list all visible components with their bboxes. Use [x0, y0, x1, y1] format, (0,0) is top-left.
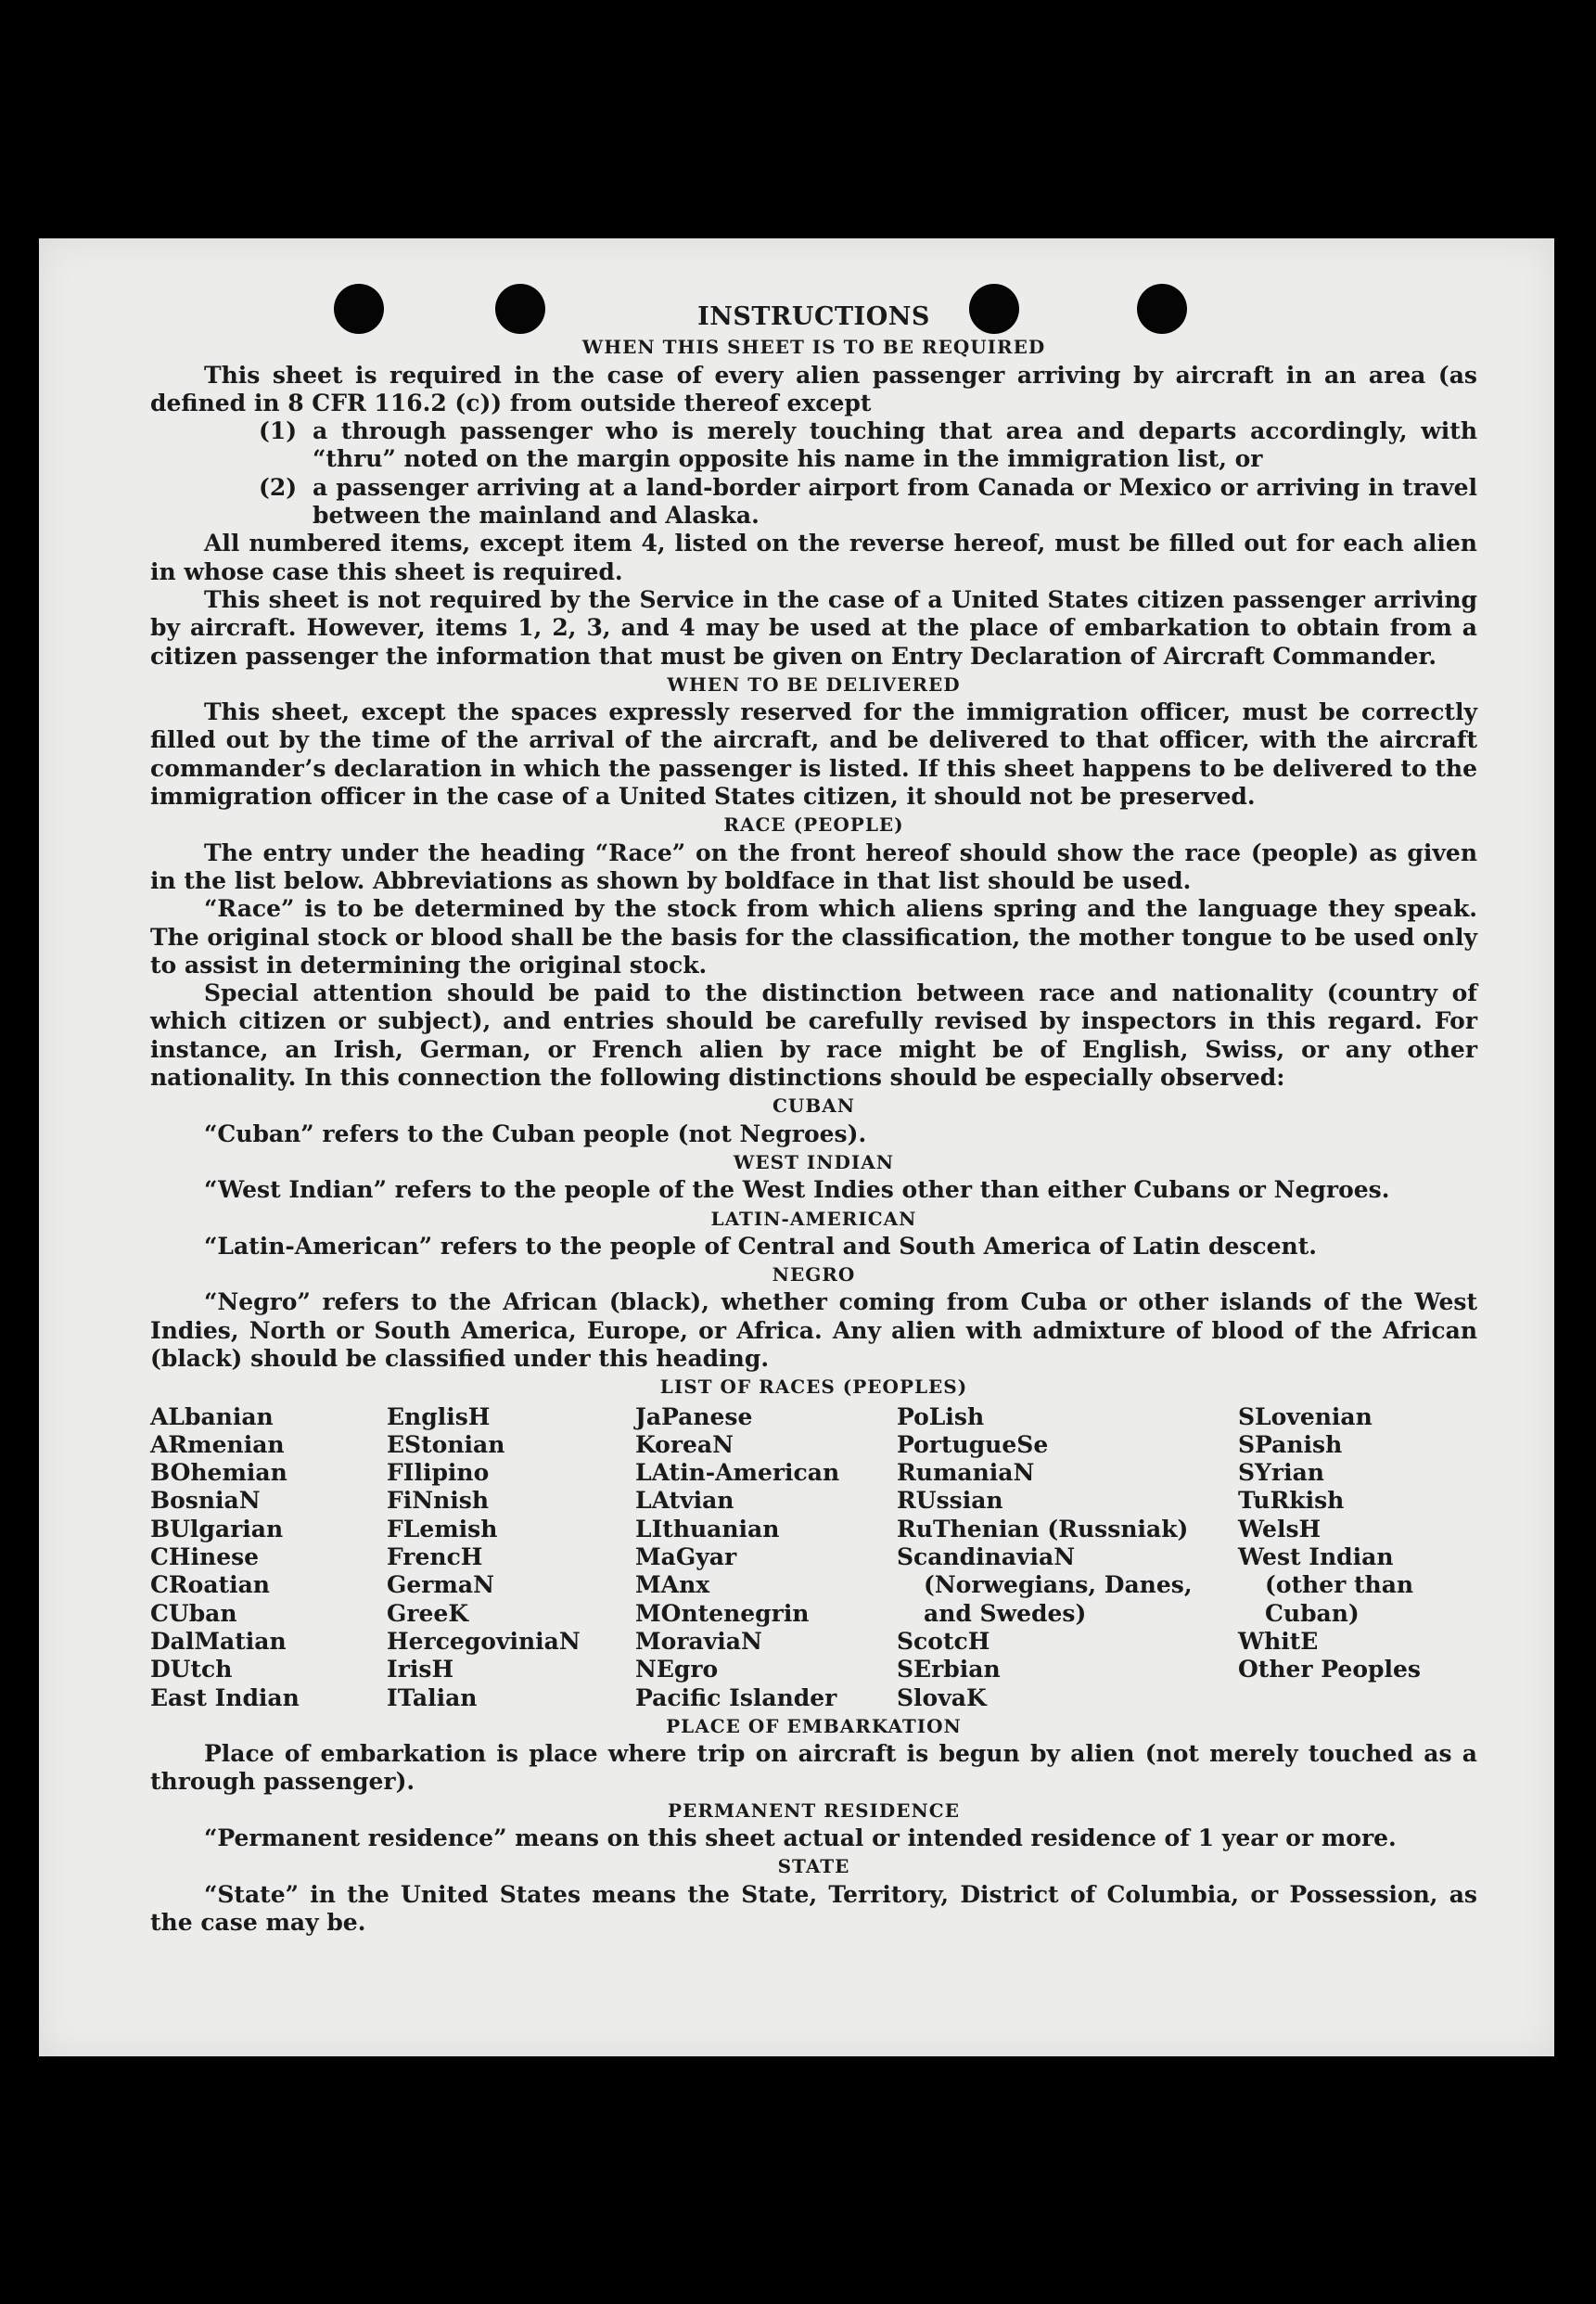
race-entry: NEgro: [635, 1656, 719, 1683]
race-entry: IrisH: [387, 1656, 454, 1683]
exception-item-1-number: (1): [259, 417, 298, 445]
race-entry: CUban: [150, 1599, 237, 1627]
race-entry: FIlipino: [387, 1459, 490, 1487]
race-entry: ScotcH: [897, 1627, 990, 1655]
race-entry: EnglisH: [387, 1402, 491, 1430]
races-column-3: [635, 1403, 897, 1712]
section-heading-race: RACE (PEOPLE): [723, 813, 904, 837]
delivered-text: This sheet, except the spaces expressly reserved for the immigration officer, must be correctly filled out by the time of the arrival of the aircraft, and be delivered to that officer, with the aircraft commander’s declaration in which the passenger is listed. If this sheet happens to be delivered to the immigration officer in the case of a United States citizen, it should not be preserved.: [150, 698, 1477, 811]
race-entry: DUtch: [150, 1656, 233, 1683]
race-paragraph-2: “Race” is to be determined by the stock from which aliens spring and the language they speak. The original stock or blood shall be the basis for the classification, the mother tongue to be used only to assist in determining the original stock.: [150, 895, 1477, 979]
negro-text: “Negro” refers to the African (black), whether coming from Cuba or other islands of the West Indies, North or South America, Europe, or Africa. Any alien with admixture of blood of the African (black) should be classified under this heading.: [150, 1288, 1477, 1372]
race-entry: WhitE: [1238, 1627, 1319, 1655]
instructions-content: [150, 303, 1477, 1937]
race-entry: MAnx: [635, 1571, 710, 1599]
exception-item-2-number: (2): [259, 473, 298, 501]
races-list: [150, 1403, 1477, 1712]
race-entry: FrencH: [387, 1543, 483, 1571]
race-entry: RuThenian (Russniak): [897, 1515, 1189, 1542]
section-heading-delivered: WHEN TO BE DELIVERED: [667, 672, 961, 696]
race-entry: CHinese: [150, 1543, 260, 1571]
document-sheet: [39, 238, 1554, 2056]
race-entry: SPanish: [1238, 1430, 1343, 1458]
race-entry: East Indian: [150, 1683, 300, 1711]
section-heading-embarkation: PLACE OF EMBARKATION: [666, 1714, 962, 1737]
section-heading-latin-american: LATIN-AMERICAN: [710, 1207, 917, 1230]
section-heading-negro: NEGRO: [772, 1263, 856, 1286]
required-intro: This sheet is required in the case of every alien passenger arriving by aircraft in an area (as defined in 8 CFR 116.2 (c)) from outside thereof except: [150, 361, 1477, 416]
race-paragraph-1: The entry under the heading “Race” on the front hereof should show the race (people) as given in the list below. Abbreviations as shown by boldface in that list should be used.: [150, 838, 1477, 894]
embarkation-text: Place of embarkation is place where trip on aircraft is begun by alien (not merely touched as a through passenger).: [150, 1740, 1477, 1796]
race-entry: SLovenian: [1238, 1402, 1373, 1430]
state-text: “State” in the United States means the State, Territory, District of Columbia, or Possession, as the case may be.: [150, 1880, 1477, 1936]
section-heading-cuban: CUBAN: [772, 1094, 856, 1118]
exception-item-2: [150, 474, 1477, 531]
race-entry: FLemish: [387, 1515, 498, 1542]
permanent-residence-text: “Permanent residence” means on this sheet actual or intended residence of 1 year or more.: [204, 1824, 1397, 1852]
races-column-5: [1238, 1403, 1477, 1712]
race-entry: LAtin-American: [635, 1459, 840, 1487]
race-entry: RumaniaN: [897, 1459, 1035, 1487]
race-entry: ScandinaviaN (Norwegians, Danes, and Swedes): [897, 1543, 1193, 1627]
required-paragraph-3: This sheet is not required by the Service in the case of a United States citizen passenger arriving by aircraft. However, items 1, 2, 3, and 4 may be used at the place of embarkation to obtain from a citizen passenger the information that must be given on Entry Declaration of Aircraft Commander.: [150, 585, 1477, 670]
cuban-text: “Cuban” refers to the Cuban people (not Negroes).: [204, 1120, 867, 1147]
race-entry: MoraviaN: [635, 1627, 762, 1655]
section-heading-permanent-residence: PERMANENT RESIDENCE: [668, 1798, 960, 1822]
section-heading-races-list: LIST OF RACES (PEOPLES): [659, 1376, 968, 1399]
races-column-2: [387, 1403, 635, 1712]
race-entry: SYrian: [1238, 1459, 1324, 1487]
race-entry: MOntenegrin: [635, 1599, 810, 1627]
race-entry: JaPanese: [635, 1402, 753, 1430]
race-entry: PoLish: [897, 1402, 985, 1430]
section-heading-west-indian: WEST INDIAN: [733, 1150, 895, 1173]
race-entry: West Indian (other than Cuban): [1238, 1543, 1414, 1627]
race-entry: SErbian: [897, 1656, 1001, 1683]
race-entry: GreeK: [387, 1599, 469, 1627]
race-entry: BosniaN: [150, 1487, 261, 1515]
race-entry: Other Peoples: [1238, 1656, 1421, 1683]
race-entry: MaGyar: [635, 1543, 737, 1571]
race-entry: Pacific Islander: [635, 1683, 837, 1711]
race-entry: PortugueSe: [897, 1430, 1049, 1458]
section-heading-state: STATE: [777, 1855, 850, 1878]
race-entry: EStonian: [387, 1430, 505, 1458]
race-entry: HercegoviniaN: [387, 1627, 581, 1655]
race-entry: FiNnish: [387, 1487, 490, 1515]
race-entry: ITalian: [387, 1683, 478, 1711]
exception-item-2-text: a passenger arriving at a land-border airport from Canada or Mexico or arriving in travel between the mainland and Alaska.: [313, 473, 1477, 530]
race-entry: RUssian: [897, 1487, 1003, 1515]
exception-item-1-text: a through passenger who is merely touching that area and departs accordingly, with “thru” noted on the margin opposite his name in the immigration list, or: [313, 417, 1477, 473]
required-paragraph-2: All numbered items, except item 4, listed on the reverse hereof, must be filled out for each alien in whose case this sheet is required.: [150, 530, 1477, 585]
race-entry: ARmenian: [150, 1430, 285, 1458]
west-indian-text: “West Indian” refers to the people of the West Indies other than either Cubans or Negroes.: [204, 1176, 1390, 1204]
race-entry: ALbanian: [150, 1402, 274, 1430]
race-entry: SlovaK: [897, 1683, 987, 1711]
page-title: INSTRUCTIONS: [697, 302, 930, 331]
race-entry: LAtvian: [635, 1487, 734, 1515]
race-entry: KoreaN: [635, 1430, 734, 1458]
latin-american-text: “Latin-American” refers to the people of Central and South America of Latin descent.: [204, 1232, 1317, 1260]
race-entry: LIthuanian: [635, 1515, 780, 1542]
race-entry: WelsH: [1238, 1515, 1321, 1542]
section-heading-required: WHEN THIS SHEET IS TO BE REQUIRED: [581, 336, 1046, 359]
exception-item-1: [150, 417, 1477, 474]
race-paragraph-3: Special attention should be paid to the distinction between race and nationality (country of which citizen or subject), and entries should be carefully revised by inspectors in this regard. For instance, an Irish, German, or French alien by race might be of English, Swiss, or any other nationality. In this connection the following distinctions should be especially observed:: [150, 979, 1477, 1092]
races-column-1: [150, 1403, 387, 1712]
race-entry: DalMatian: [150, 1627, 287, 1655]
race-entry: GermaN: [387, 1571, 494, 1599]
race-entry: CRoatian: [150, 1571, 270, 1599]
race-entry: BUlgarian: [150, 1515, 284, 1542]
race-entry: BOhemian: [150, 1459, 287, 1487]
races-column-4: [897, 1403, 1238, 1712]
race-entry: TuRkish: [1238, 1487, 1345, 1515]
